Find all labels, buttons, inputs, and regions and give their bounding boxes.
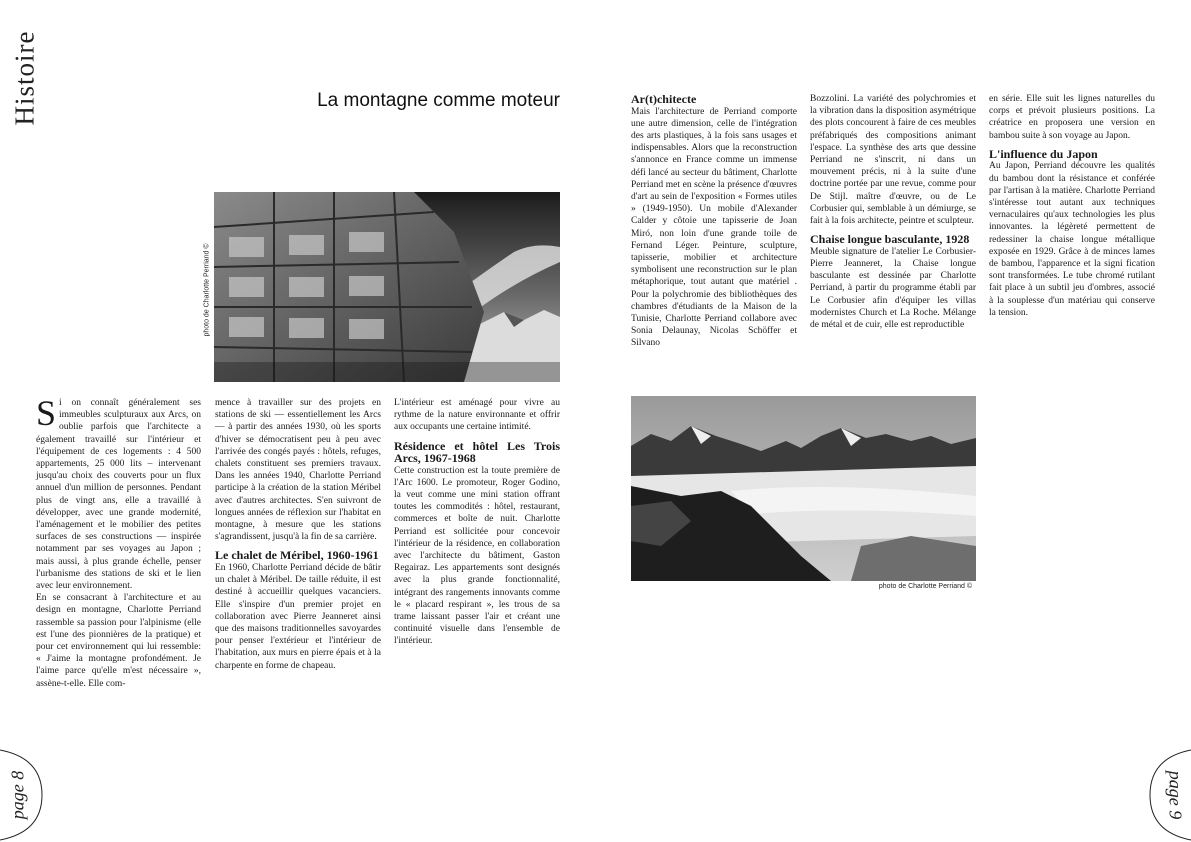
section-heading: Ar(t)chitecte — [631, 92, 697, 106]
paragraph: Si on connaît généralement ses immeubles sculpturaux aux Arcs, on oublie parfois que l'architecte a également travaillé sur l'intérieur et l'équipement de ces logements : 4 500 appartements, 25 000 lits – intervenant jusqu'au choix des couverts pour un flux annuel d'un million de personnes. Pendant plus de vingt ans, elle a travaillé à développer, avec une grande modernité, l'aménagement et le mobilier des petites surfaces de ses constructions — inspirée notamment par ses voyages au Japon ; mais aussi, à plus grande échelle, penser l'urbanisme des stations de ski et le lien avec leur environnement. — [36, 393, 201, 592]
text-column-2 — [215, 397, 381, 672]
drop-cap: S — [36, 393, 57, 433]
paragraph: Cette construction est la toute première de l'Arc 1600. Le promoteur, Roger Godino, la veut comme une mini station offrant toutes les commodités : hôtel, restaurant, commerces et boîte de nuit. Charlotte Perriand est sollicitée pour concevoir l'intérieur de la résidence, en collaboration avec l'architecte du bâtiment, Gaston Regairaz. Les appartements sont designés avec la plus grande fonctionnalité, intégrant des rangements innovants comme le « placard respirant », les trous de sa trame laissant passer l'air et créant une continuité visuelle dans l'ensemble de l'intérieur. — [394, 465, 560, 647]
text-column-1 — [36, 393, 201, 690]
page-number-right: page 9 — [1148, 748, 1191, 842]
section-label: Histoire — [9, 30, 40, 125]
paragraph: Bozzolini. La variété des polychromies et la vibration dans la disposition asymétrique des plots concourent à faire de ces meubles préfabriqués des compositions animant l'espace. La synthèse des arts que dessine Perriand ne s'inscrit, ni dans un mouvement précis, ni à la suite d'une doctrine portée par une revue, comme pour De Stijl. maître d'œuvre, ou de Le Corbusier qui, semblable à un démiurge, se fait à la fois architecte, peintre et sculpteur. — [810, 94, 976, 227]
paragraph: En se consacrant à l'architecture et au design en montagne, Charlotte Perriand rassemble sa passion pour l'alpinisme (elle est l'une des pionnières de la pratique) et pour cet environnement qui lui ressemble: « J'aime la montagne profondément. Je l'aime parce qu'elle m'est nécessaire », assène-t-elle. Elle com- — [36, 593, 201, 689]
paragraph: Meuble signature de l'atelier Le Corbusier-Pierre Jeanneret, la Chaise longue basculante est dessinée par Charlotte Perriand, à partir du programme établi par Le Corbusier afin d'équiper les villas modernistes Church et La Roche. Mélange de métal et de cuir, elle est reproductible — [810, 246, 976, 330]
paragraph: L'intérieur est aménagé pour vivre au rythme de la nature environnante et offrir aux occupants une certaine intimité. — [394, 398, 560, 433]
text-column-5 — [810, 93, 976, 331]
section-heading: Chaise longue basculante, 1928 — [810, 232, 970, 247]
text-column-3 — [394, 397, 560, 648]
paragraph: Au Japon, Perriand découvre les qualités du bambou dont la résistance et conférée par l'artisan à la matière. Charlotte Perriand s'intéresse tout autant aux techniques vernaculaires qu'aux technologies les plus innovantes. la légèreté permettent de redessiner la chaise longue métallique exposée en 1929. Grâce à de minces lames de bambou, l'apparence et la signi fication sont transformées. Le tube chromé rutilant fait place à un subtil jeu d'ombres, associé à la souplesse d'un matériau qui conserve la tension. — [989, 161, 1155, 318]
photo-credit-vertical: photo de Charlotte Perriand © — [203, 243, 211, 337]
section-heading: Le chalet de Méribel, 1960-1961 — [215, 548, 379, 563]
text-column-6 — [989, 93, 1155, 319]
page-number-left: page 8 — [0, 748, 45, 842]
paragraph: Mais l'architecture de Perriand comporte une autre dimension, celle de l'intégration des arts plastiques, à la fois sans usages et indispensables. Alors que la reconstruction s'annonce en France comme un immense défi lancé au secteur du bâtiment, Charlotte Perriand met en scène la présence d'œuvres d'art au sein de l'exposition « Formes utiles » (1949-1950). Un mobile d'Alexander Calder y côtoie une tapisserie de Joan Miró, non loin d'une grande toile de Fernand Léger. Peinture, sculpture, tapisserie, mobilier et architecture symbolisent une reconstruction sur le plan métaphorique, tout autant que matériel . Pour la polychromie des bibliothèques des chambres d'étudiants de la Maison de la Tunisie, Charlotte Perriand collabore avec Sonia Delaunay, Nicolas Schöffer et Silvano — [631, 106, 797, 349]
photo-credit-bottom: photo de Charlotte Perriand © — [878, 583, 972, 590]
section-heading: L'influence du Japon — [989, 146, 1098, 161]
text-column-4 — [631, 93, 797, 350]
paragraph: en série. Elle suit les lignes naturelles du corps et prévoit plusieurs positions. La créatrice en proposera une version en bambou suite à son voyage au Japon. — [989, 94, 1155, 141]
section-heading: Résidence et hôtel Les Trois Arcs, 1967-1968 — [394, 438, 560, 466]
paragraph: En 1960, Charlotte Perriand décide de bâtir un chalet à Méribel. De taille réduite, il est destiné à accueillir quelques vacanciers. Elle s'inspire d'un premier projet en collaboration avec Pierre Jeanneret ainsi que des maisons traditionnelles savoyardes pour penser l'extérieur et l'intérieur de l'habitation, aux murs en pierre épais et à la charpente en forme de chapeau. — [215, 562, 381, 671]
paragraph: mence à travailler sur des projets en stations de ski — essentiellement les Arcs — à partir des années 1930, où les sports d'hiver se démocratisent peu à peu avec l'arrivée des congés payés : hôtels, refuges, chalets constituent ses premiers travaux. Dans les années 1940, Charlotte Perriand participe à la création de la station Méribel avec d'autres architectes. S'en suivront de longues années de réflexion sur l'habitat en montagne, à mesure que les stations s'agrandissent, jusqu'à la fin de sa carrière. — [215, 398, 381, 543]
building-photo — [214, 192, 560, 382]
article-headline: La montagne comme moteur — [317, 90, 560, 111]
mountain-photo — [631, 396, 976, 581]
